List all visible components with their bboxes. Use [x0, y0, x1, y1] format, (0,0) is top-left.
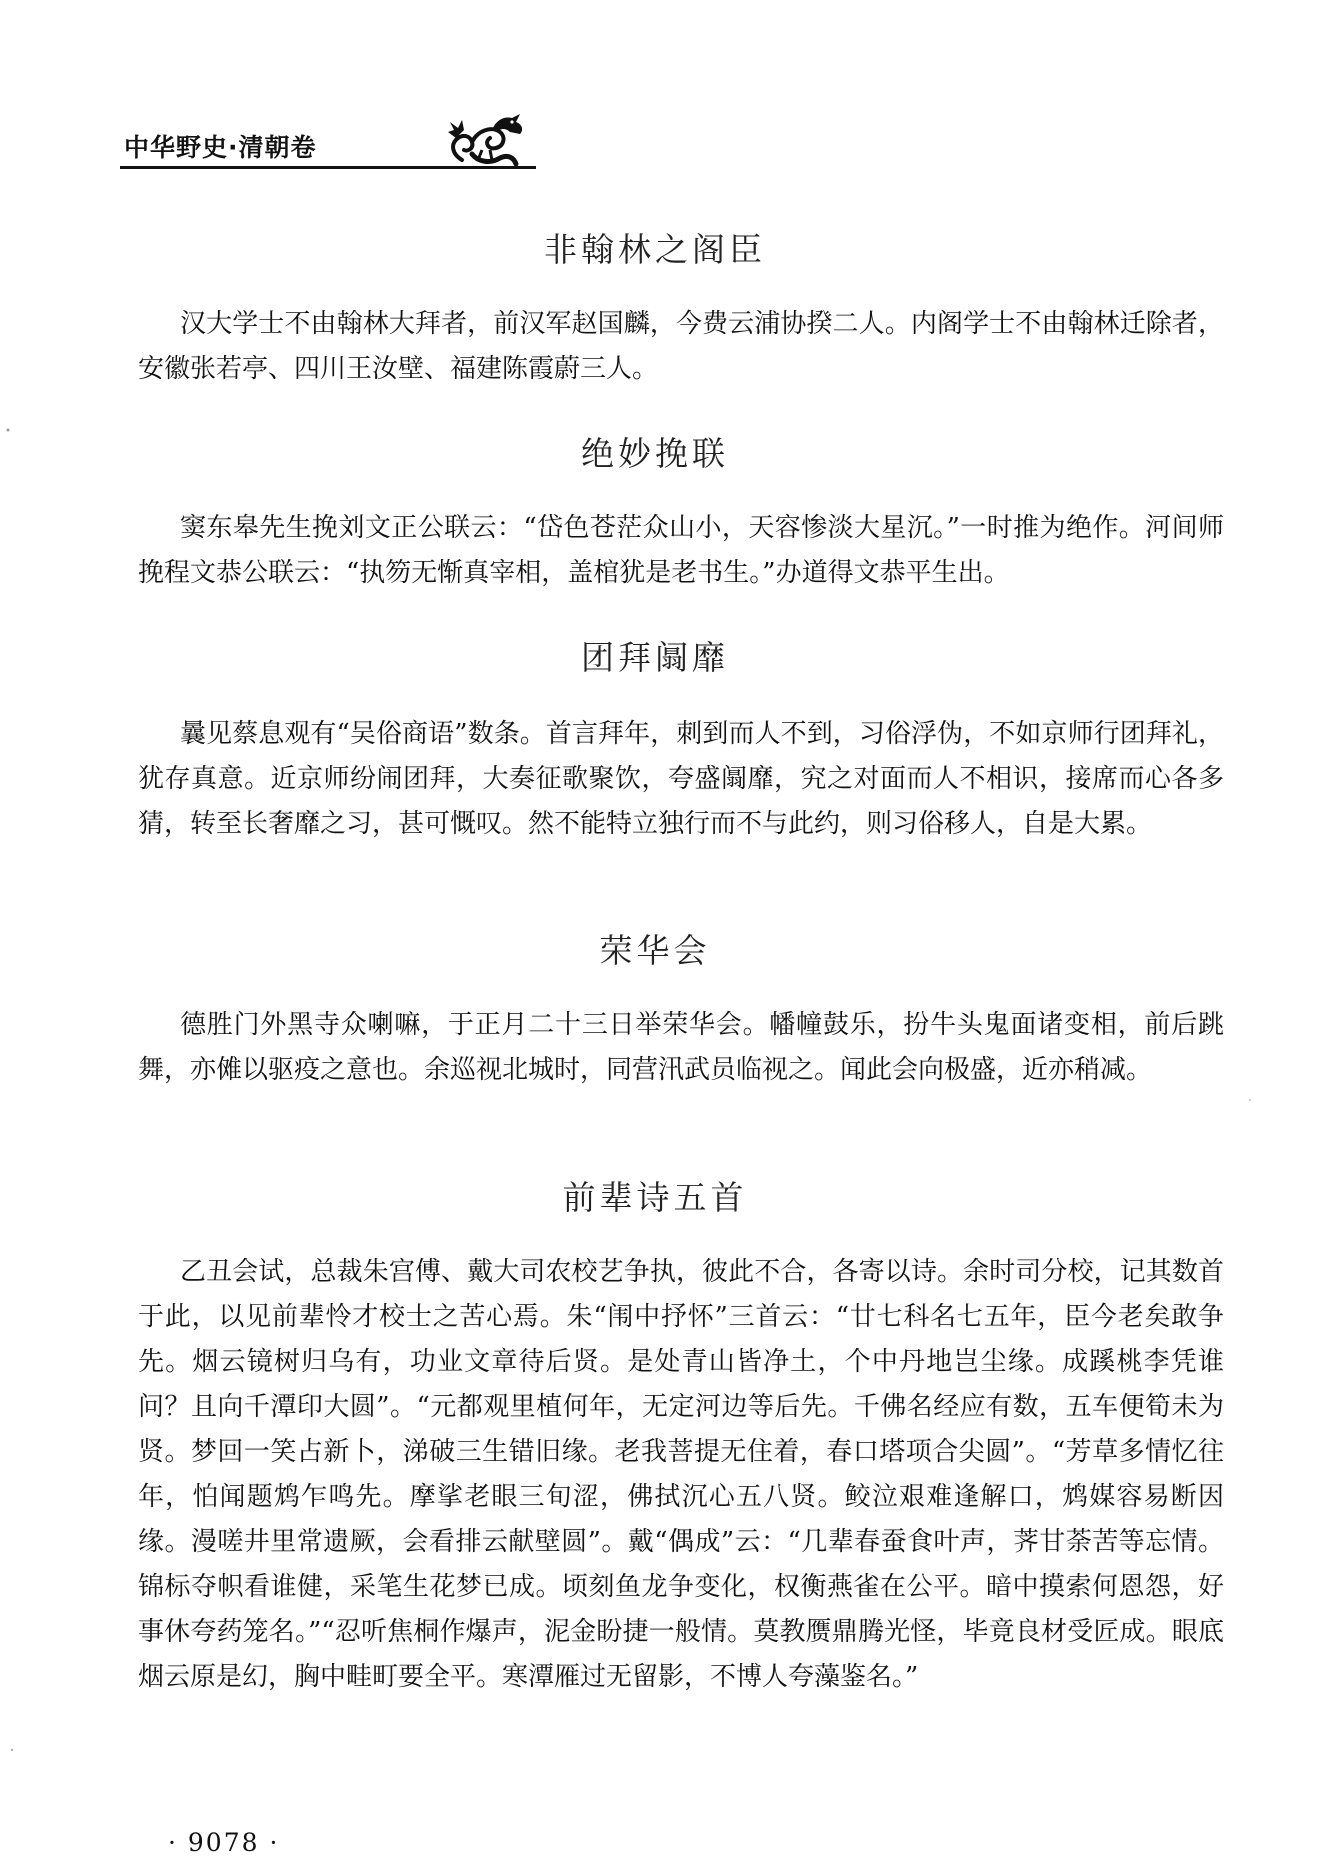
header-rule	[120, 166, 536, 169]
section-body: 窦东皋先生挽刘文正公联云：“岱色苍茫众山小，天容惨淡大星沉。”一时推为绝作。河间师挽程文恭公联云：“执笏无惭真宰相，盖棺犹是老书生。”办道得文恭平生出。	[138, 513, 1224, 588]
section-body: 汉大学士不由翰林大拜者，前汉军赵国麟，今费云浦协揆二人。内阁学士不由翰林迁除者，安徽张若亭、四川王汝壁、福建陈霞蔚三人。	[138, 309, 1224, 384]
section-title: 前辈诗五首	[562, 1178, 748, 1217]
section-title: 绝妙挽联	[581, 434, 729, 473]
section-title: 团拜阘靡	[581, 638, 729, 677]
running-header	[120, 118, 540, 174]
dragon-icon	[442, 110, 528, 168]
section-body: 乙丑会试，总裁朱宫傅、戴大司农校艺争执，彼此不合，各寄以诗。余时司分校，记其数首于此，以见前辈怜才校士之苦心焉。朱“闱中抒怀”三首云：“廿七科名七五年，臣今老矣敢争先。烟云镜树归乌有，功业文章待后贤。是处青山皆净土，个中丹地岂尘缘。成蹊桃李凭谁问？且向千潭印大圆”。“元都观里植何年，无定河边等后先。千佛名经应有数，五车便筍未为贤。梦回一笑占新卜，涕破三生错旧缘。老我菩提无住着，春口塔项合尖圆”。“芳草多情忆往年，怕闻题鸩乍鸣先。摩挲老眼三旬涩，佛拭沉心五八贤。鲛泣艰难逢解口，鸩媒容易断因缘。漫嗟井里常遗厥，会看排云献壁圆”。戴“偶成”云：“几辈春蚕食叶声，荠甘荼苦等忘情。锦标夺帜看谁健，采笔生花梦已成。顷刻鱼龙争变化，权衡燕雀在公平。暗中摸索何恩怨，好事休夸药笼名。”“忍听焦桐作爆声，泥金盼捷一般情。莫教赝鼎腾光怪，毕竟良材受匠成。眼底烟云原是幻，胸中畦町要全平。寒潭雁过无留影，不博人夸藻鉴名。”	[138, 1257, 1224, 1692]
section-body: 德胜门外黑寺众喇嘛，于正月二十三日举荣华会。幡幢鼓乐，扮牛头鬼面诸变相，前后跳舞，亦傩以驱疫之意也。余巡视北城时，同营汛武员临视之。闻此会向极盛，近亦稍减。	[138, 1010, 1224, 1085]
section-title: 荣华会	[599, 931, 711, 970]
book-title: 中华野史·清朝卷	[124, 133, 317, 162]
section-body: 曩见蔡息观有“吴俗商语”数条。首言拜年，刺到而人不到，习俗浮伪，不如京师行团拜礼，犹存真意。近京师纷闹团拜，大奏征歌聚饮，夸盛阘靡，究之对面而人不相识，接席而心各多猜，转至长奢靡之习，甚可慨叹。然不能特立独行而不与此约，则习俗移人，自是大累。	[138, 719, 1224, 839]
page-number: · 9078 ·	[168, 1828, 280, 1857]
section-title: 非翰林之阁臣	[544, 230, 766, 269]
